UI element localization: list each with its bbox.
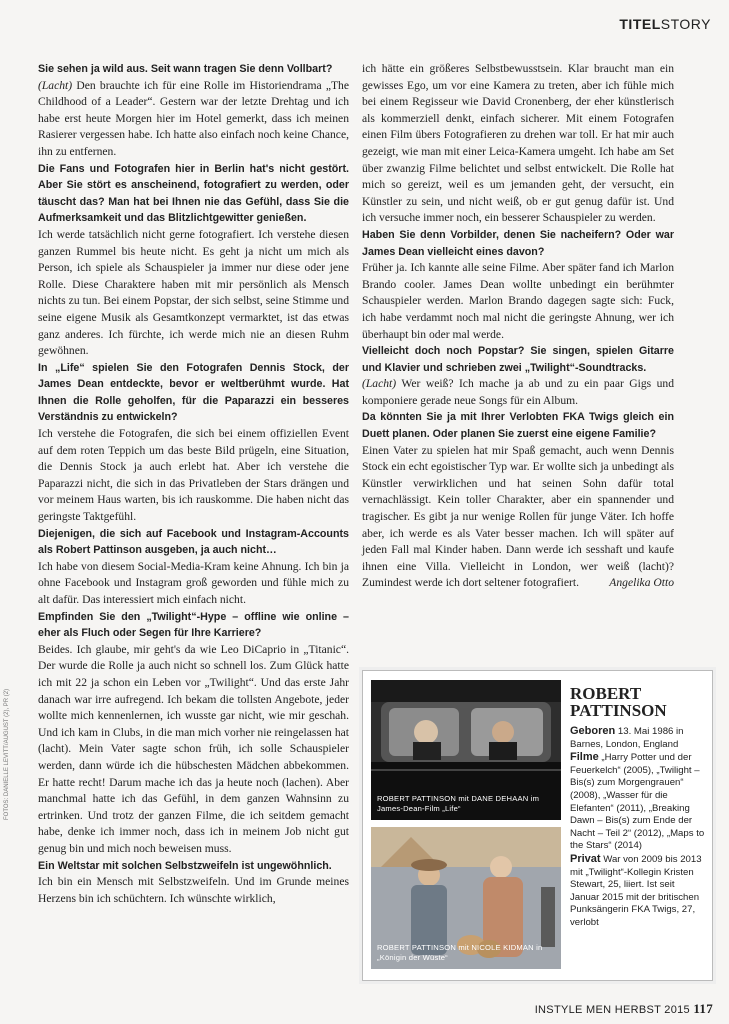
photo-life — [371, 680, 561, 820]
paragraph-text: Diejenigen, die sich auf Facebook und Instagram-Accounts als Robert Pattinson ausgeben, ja auch nicht… — [38, 527, 349, 557]
photo-queen-of-desert — [371, 827, 561, 969]
section-header — [619, 16, 711, 32]
paragraph-text: Ich bin ein Mensch mit Selbstzweifeln. Und im Grunde meines Herzens bin ich schüchtern. Ich wünschte wirklich, — [38, 875, 349, 905]
profile-first-name: ROBERT — [570, 684, 642, 703]
interview-answer — [362, 61, 674, 227]
paragraph-text: Einen Vater zu spielen hat mir Spaß gemacht, auch wenn Dennis Stock ein echt egoistischer Typ war. Er wollte sich ja unbedingt als Künstler verwirklichen und hat seinen Sohn dafür total vernachlässigt. Kein toller Charakter, aber ein spannender und tragischer. Es gibt ja nur wenige Rollen für junge Väter. Ich hoffe aber, ich werde es als Vater besser machen. Ich will später auf jeden Fall mal Kinder haben. Dann werde ich sesshaft und kaufe ihnen eine Villa. Vielleicht in London, wer weiß (lacht)? Zumindest werde ich dort seltener fotografiert. — [362, 443, 674, 590]
interview-answer — [362, 376, 674, 409]
interview-question — [362, 409, 674, 442]
footer-text: INSTYLE MEN HERBST 2015 — [534, 1004, 694, 1016]
photo-queen-caption: ROBERT PATTINSON mit NICOLE KIDMAN in „Königin der Wüste“ — [377, 943, 543, 962]
paragraph-text: Beides. Ich glaube, mir geht's da wie Leo DiCaprio in „Titanic“. Der wurde die Rolle ja auch nicht so schnell los. Zum Glück hatte ich mit 22 ja schon ein Leben vor „Twilight“. Und das erste Jahr danach war irre aufregend. Ich bekam die tollsten Angebote, jeder wollte mich kennenlernen, ich wusste gar nicht, wie mir geschah. Und ich kam in Clubs, in die man mich vorher nie reingelassen hat (lacht). Mein Vater sagte schon früh, ich solle Schauspieler werden, dann würde ich die hübschesten Mädchen abbekommen. Er hatte recht! Darum mache ich das ja heute noch (lachen). Aber manchmal hatte ich das Gefühl, in dem ganzen Wahnsinn zu ertrinken. Und trotz der ganzen Filme, die ich seitdem gemacht habe, denke ich immer noch, dass ich in meinem Job nicht gut genug bin und mich noch beweisen muss. — [38, 642, 349, 855]
paragraph-text: Empfinden Sie den „Twilight“-Hype – offline wie online – eher als Fluch oder Segen für Ihre Karriere? — [38, 610, 349, 640]
paragraph-text: Früher ja. Ich kannte alle seine Filme. Aber später fand ich Marlon Brando cooler. James Dean wollte unbedingt ein berühmter Schauspieler werden. Marlon Brando dagegen sagte sich: Fuck, ich habe verdammt noch mal nicht die geringste Ahnung, wer ich überhaupt bin oder mal werde. — [362, 261, 674, 341]
born-text: 13. Mai 1986 in Barnes, London, England — [570, 726, 684, 750]
right-column — [362, 61, 674, 592]
interview-question — [38, 858, 349, 875]
private-fact — [570, 853, 706, 930]
interview-question — [38, 360, 349, 426]
interview-question — [38, 609, 349, 642]
paragraph-text: Ich werde tatsächlich nicht gerne fotografiert. Ich verstehe diesen ganzen Rummel bis heute nicht. Es geht ja nicht um mich als Person, ich spiele als Schauspieler ja immer nur diese oder jene Rolle. Diese Charaktere haben mit mir persönlich als Mensch nichts zu tun. Bei einem Popstar, der sich selbst, seine Stimme und seine eigene Musik als Gesamtkonzept vermarktet, ist das etwas ganz anderes. Ich fürchte, ich werde mich nie an diesen Ruhm gewöhnen. — [38, 227, 349, 358]
paragraph-text: Den brauchte ich für eine Rolle im Historiendrama „The Childhood of a Leader“. Gestern war der letzte Drehtag und ich habe erst heute Morgen hier im Hotel gemerkt, dass ich meinen Rasierer vergessen habe. Ich hatte also einfach noch keine Chance, ihn zu entfernen. — [38, 78, 349, 158]
profile-name — [570, 685, 706, 719]
paragraph-text: Ich habe von diesem Social-Media-Kram keine Ahnung. Ich bin ja ohne Facebook und Instagram groß geworden und fühle mich zu alt dafür. Das interessiert mich einfach nicht. — [38, 559, 349, 606]
interview-question — [362, 227, 674, 260]
interview-answer — [362, 260, 674, 343]
interview-answer — [38, 426, 349, 526]
interview-question — [362, 343, 674, 376]
interview-answer — [38, 227, 349, 360]
paragraph-text: ich hätte ein größeres Selbstbewusstsein. Klar braucht man ein gewisses Ego, um vor eine Kamera zu treten, aber ich fühle mich bei einem Regisseur wie David Cronenberg, der eher künstlerisch als kommerziell denkt, einfach sicherer. Mit einem Fotografen einen Film übers Fotografieren zu drehen war toll. Er hat mir auch gezeigt, wie man mit einer Leica-Kamera umgeht. Ich habe am Set über zwanzig Filme belichtet und selbst entwickelt. Die Rolle hat mich so gereizt, weil es um jemanden geht, der versucht, ein Künstler zu sein, und nicht weiß, ob er gut genug dafür ist. Und ich versuche immer noch, ein besserer Schauspieler zu werden. — [362, 62, 674, 225]
born-fact — [570, 725, 706, 751]
interview-answer — [362, 443, 674, 592]
paragraph-text: Haben Sie denn Vorbilder, denen Sie nacheifern? Oder war James Dean vielleicht eines davon? — [362, 228, 674, 258]
page-number: 117 — [693, 1001, 713, 1016]
photo-credit: FOTOS: DANIELLE LEVITT/AUGUST (2), PR (2) — [4, 688, 10, 820]
paragraph-text: Ein Weltstar mit solchen Selbstzweifeln ist ungewöhnlich. — [38, 859, 332, 872]
interview-question — [38, 526, 349, 559]
author-signature: Angelika Otto — [609, 576, 674, 590]
interview-answer — [38, 642, 349, 858]
films-label: Filme — [570, 751, 599, 764]
interview-answer — [38, 78, 349, 161]
paragraph-text: Wer weiß? Ich mache ja ab und zu ein paar Gigs und komponiere gerade neue Songs für ein Album. — [362, 377, 674, 407]
paragraph-text: Ich verstehe die Fotografen, die sich bei einem offiziellen Event auf dem roten Teppich um das beste Bild prügeln, eine Situation, die Dennis Stock ja auch erlebt hat. Aber ich verstehe die Paparazzi nicht, die sich in das Privatleben der Stars drängen und vor meinem Haus warten, bis ich rauskomme. Die haben nicht das geringste Taktgefühl. — [38, 427, 349, 524]
paragraph-text: Da könnten Sie ja mit Ihrer Verlobten FKA Twigs gleich ein Duett planen. Oder planen Sie zuerst eine eigene Familie? — [362, 411, 674, 441]
born-label: Geboren — [570, 725, 616, 737]
paragraph-text: In „Life“ spielen Sie den Fotografen Dennis Stock, der James Dean entdeckte, bevor er weltberühmt wurde. Hat Ihnen die Rolle geholfen, für die Paparazzi ein besseres Verständnis zu entwickeln? — [38, 361, 349, 424]
left-column — [38, 61, 349, 907]
profile-facts — [570, 685, 706, 930]
answer-lead: (Lacht) — [38, 78, 73, 92]
films-fact — [570, 751, 706, 853]
interview-answer — [38, 559, 349, 609]
answer-lead: (Lacht) — [362, 377, 397, 391]
profile-box — [362, 670, 713, 981]
paragraph-text: Die Fans und Fotografen hier in Berlin hat's nicht gestört. Aber Sie stört es anscheinend, fotografiert zu werden, oder täuscht das? Man hat bei Ihnen nie das Gefühl, dass Sie die Aufmerksamkeit und das Blitzlichtgewitter genießen. — [38, 162, 349, 225]
paragraph-text: Vielleicht doch noch Popstar? Sie singen, spielen Gitarre und Klavier und schrieben zwei „Twilight“-Soundtracks. — [362, 345, 674, 374]
section-title-bold: TITEL — [619, 16, 661, 32]
page-footer — [535, 1001, 713, 1017]
interview-answer — [38, 874, 349, 907]
private-text: War von 2009 bis 2013 mit „Twilight“-Kollegin Kristen Stewart, 25, liiert. Ist seit Januar 2015 mit der britischen Punksängerin FKA Twigs, 27, verlobt — [570, 853, 702, 928]
photo-life-caption: ROBERT PATTINSON mit DANE DEHAAN im James-Dean-Film „Life“ — [377, 794, 540, 813]
profile-last-name: PATTINSON — [570, 701, 667, 720]
paragraph-text: Sie sehen ja wild aus. Seit wann tragen Sie denn Vollbart? — [38, 63, 333, 75]
interview-question — [38, 161, 349, 227]
interview-question — [38, 61, 349, 78]
section-title-light: STORY — [660, 16, 711, 32]
private-label: Privat — [570, 852, 601, 865]
films-text: „Harry Potter und der Feuerkelch“ (2005), „Twilight – Bis(s) zum Morgengrauen“ (2008), „Wasser für die Elefanten“ (2011), „Breaking Dawn – Bis(s) zum Ende der Nacht – Teil 2“ (2012), „Maps to the Stars“ (2014) — [570, 752, 705, 852]
